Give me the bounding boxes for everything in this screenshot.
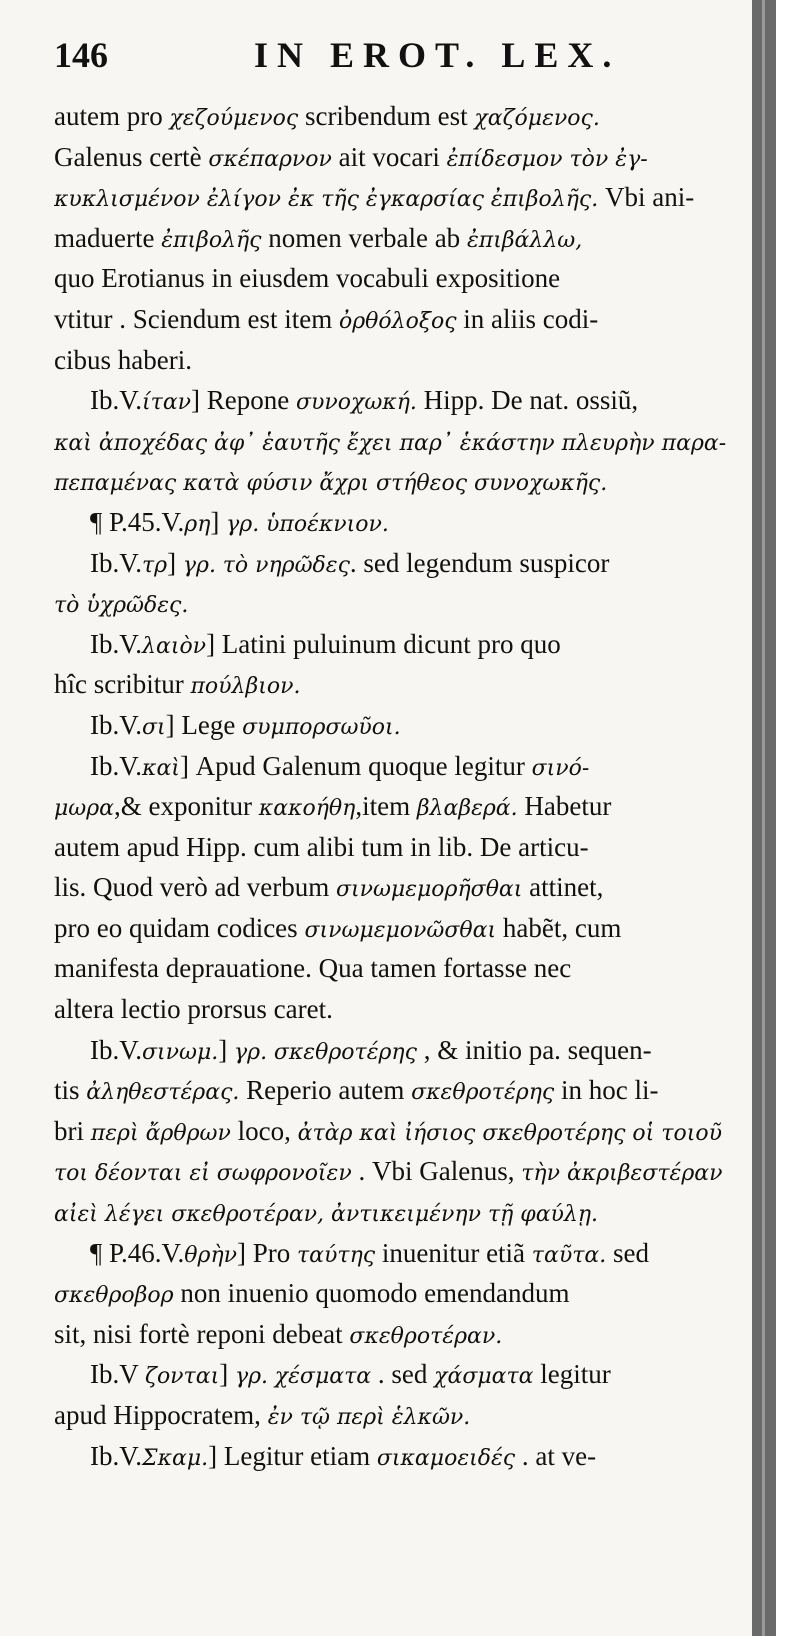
text-line <box>54 705 754 746</box>
greek-text: περὶ ἄρθρων <box>90 1120 231 1146</box>
text-line <box>54 746 754 787</box>
greek-text: γρ. <box>234 1039 268 1065</box>
latin-text: legitur <box>533 1359 611 1390</box>
latin-text: altera lectio prorsus caret. <box>54 994 333 1025</box>
text-line <box>54 258 754 299</box>
greek-text: πούλβιον. <box>190 674 301 700</box>
latin-text: manifesta deprauatione. Qua tamen fortasse nec <box>54 953 572 984</box>
text-line <box>54 989 754 1030</box>
latin-text: Ib.V. <box>90 628 143 659</box>
text-line <box>54 1233 754 1274</box>
text-line <box>54 1395 754 1436</box>
text-line <box>54 1354 754 1395</box>
text-line <box>54 137 754 178</box>
latin-text: cibus haberi. <box>54 344 192 375</box>
greek-text: συνοχωκή. <box>296 390 417 416</box>
latin-text: . Vbi Galenus, <box>351 1156 522 1187</box>
greek-text: ταύτης <box>297 1242 376 1268</box>
greek-text: ἐπίδεσμον τὸν ἐγ- <box>446 146 648 172</box>
text-line <box>54 340 754 381</box>
text-line <box>54 502 754 543</box>
latin-text <box>259 507 266 537</box>
text-line <box>54 177 754 218</box>
latin-text: ¶ P.46.V. <box>90 1237 185 1268</box>
text-line <box>54 1273 754 1314</box>
greek-text: τρ <box>142 552 168 578</box>
greek-text: σινωμεμονῶσθαι <box>304 917 497 943</box>
latin-text: ] <box>167 547 183 578</box>
text-line <box>54 1111 754 1152</box>
latin-text: in hoc li- <box>554 1075 659 1106</box>
text-line <box>54 421 754 462</box>
latin-text: ,item <box>355 791 417 822</box>
text-line <box>54 1070 754 1111</box>
greek-text: αἰεὶ λέγει σκεθροτέραν, ἀντικειμένην τῇ φαύλῃ. <box>54 1202 599 1228</box>
greek-text: ἀληθεστέρας. <box>86 1080 240 1106</box>
latin-text: scribendum est <box>298 101 475 131</box>
greek-text: ζονται <box>145 1364 220 1390</box>
text-line <box>54 1030 754 1071</box>
greek-text: σικαμοειδές <box>376 1445 516 1471</box>
greek-text: σκεθροβορ <box>54 1283 174 1309</box>
latin-text: ] Lege <box>165 709 243 740</box>
latin-text: habẽt, cum <box>496 912 622 943</box>
greek-text: ὀρθόλοξος <box>338 308 457 334</box>
text-line <box>54 827 754 868</box>
greek-text: συμπορσωῦοι. <box>242 714 401 740</box>
page-header <box>54 34 754 96</box>
latin-text: maduerte <box>54 222 162 253</box>
text-line <box>54 867 754 908</box>
latin-text: sit, nisi fortè reponi debeat <box>54 1318 350 1349</box>
greek-text: ίταν <box>142 390 192 416</box>
greek-text: καὶ ἀποχέδας ἀφ᾽ ἑαυτῆς ἔχει παρ᾽ ἑκάστην πλευρὴν παρα- <box>54 430 727 456</box>
text-line <box>54 218 754 259</box>
greek-text: χέσματα <box>274 1364 372 1390</box>
latin-text: attinet, <box>522 872 604 903</box>
latin-text: nomen verbale ab <box>261 222 467 253</box>
latin-text: Ib.V. <box>90 709 143 740</box>
page-number: 146 <box>54 35 108 75</box>
latin-text: ] <box>218 1034 235 1065</box>
latin-text: apud Hippocratem, <box>54 1400 268 1430</box>
greek-text: χάσματα <box>434 1364 534 1390</box>
text-line <box>54 1314 754 1355</box>
greek-text: λαιὸν <box>142 633 207 659</box>
greek-text: κυκλισμένον ἐλίγον ἐκ τῆς ἐγκαρσίας ἐπιβολῆς. <box>54 187 599 213</box>
page-edge-shadow <box>752 0 776 1636</box>
latin-text: ait vocari <box>331 141 447 172</box>
latin-text: loco, <box>230 1115 298 1146</box>
latin-text: Habetur <box>517 791 612 822</box>
greek-text: μωρα <box>54 796 115 822</box>
latin-text: ] Pro <box>237 1237 298 1268</box>
latin-text: ¶ P.45.V. <box>90 506 185 537</box>
latin-text: , & initio pa. sequen- <box>416 1034 652 1065</box>
greek-text: ἀτὰρ καὶ ἰήσιος σκεθροτέρης οἱ τοιοῦ <box>297 1120 722 1146</box>
greek-text: γρ. <box>234 1364 269 1390</box>
text-line <box>54 624 754 665</box>
text-line <box>54 299 754 340</box>
latin-text: hîc scribitur <box>54 669 191 700</box>
latin-text <box>268 1359 275 1389</box>
greek-text: τὸ νηρῶδες <box>222 552 350 578</box>
latin-text <box>267 1035 274 1065</box>
latin-text: Ib.V. <box>90 1034 143 1065</box>
greek-text: χαζόμενος. <box>474 106 600 131</box>
latin-text: bri <box>54 1115 91 1146</box>
text-line <box>54 1192 754 1233</box>
latin-text: ] Latini puluinum dicunt pro quo <box>206 628 561 659</box>
greek-text: τὴν ἀκριβεστέραν <box>521 1161 723 1187</box>
latin-text: pro eo quidam codices <box>54 912 305 943</box>
text-line <box>54 1436 754 1477</box>
body-text <box>54 96 754 1476</box>
running-head: IN EROT. LEX. <box>254 35 621 75</box>
latin-text: Reperio autem <box>239 1075 412 1106</box>
latin-text: ] <box>210 506 227 537</box>
greek-text: πεπαμένας κατὰ φύσιν ἄχρι στήθεος συνοχωκῆς. <box>54 471 608 497</box>
greek-text: ἐν τῷ περὶ ἑλκῶν. <box>267 1405 471 1430</box>
greek-text: τοι δέονται εἰ σωφρονοῖεν <box>54 1161 352 1187</box>
text-line <box>54 948 754 989</box>
greek-text: ρη <box>184 511 211 537</box>
latin-text: non inuenio quomodo emendandum <box>173 1278 570 1309</box>
latin-text: autem pro <box>54 101 170 131</box>
greek-text: σκεθροτέραν. <box>349 1323 503 1349</box>
greek-text: βλαβερά. <box>416 796 518 822</box>
greek-text: ἐπιβολῆς <box>161 227 262 253</box>
latin-text: Ib.V <box>90 1359 146 1390</box>
text-line <box>54 380 754 421</box>
greek-text: τὸ ὑχρῶδες. <box>54 593 189 619</box>
text-line <box>54 583 754 624</box>
latin-text: Ib.V. <box>90 547 143 578</box>
latin-text: inuenitur etiã <box>375 1237 532 1268</box>
greek-text: σινωμ. <box>142 1039 219 1065</box>
greek-text: κακοήθη <box>258 796 356 822</box>
latin-text: ] Legitur etiam <box>208 1440 377 1471</box>
greek-text: σκεθροτέρης <box>273 1039 417 1065</box>
latin-text: . sed <box>371 1359 435 1390</box>
latin-text: ,& exponitur <box>114 791 259 822</box>
text-line <box>54 1151 754 1192</box>
greek-text: σινωμεμορῆσθαι <box>335 877 523 903</box>
greek-text: σι <box>142 714 166 740</box>
latin-text: . at ve- <box>515 1440 597 1471</box>
text-line <box>54 908 754 949</box>
greek-text: θρὴν <box>184 1242 238 1268</box>
greek-text: σκεθροτέρης <box>411 1080 555 1106</box>
latin-text: quo Erotianus in eiusdem vocabuli expositione <box>54 263 561 294</box>
latin-text: ] <box>219 1359 235 1390</box>
greek-text: ταῦτα. <box>531 1242 607 1268</box>
text-line <box>54 664 754 705</box>
latin-text: vtitur . Sciendum est item <box>54 303 339 334</box>
text-line <box>54 543 754 584</box>
text-line <box>54 96 754 137</box>
greek-text: Σκαμ. <box>142 1445 209 1471</box>
greek-text: ὑποέκνιον. <box>265 511 389 537</box>
latin-text: lis. Quod verò ad verbum <box>54 872 336 903</box>
greek-text: σινό- <box>531 755 590 781</box>
latin-text: Galenus certè <box>54 141 209 172</box>
latin-text: in aliis codi- <box>456 303 599 334</box>
latin-text: autem apud Hipp. cum alibi tum in lib. De articu- <box>54 831 589 862</box>
latin-text: ] Apud Galenum quoque legitur <box>179 750 532 781</box>
greek-text: γρ. <box>226 511 260 537</box>
latin-text <box>216 548 223 578</box>
latin-text: sed <box>606 1237 649 1268</box>
text-line <box>54 786 754 827</box>
greek-text: χεζούμενος <box>169 106 299 131</box>
latin-text: Vbi ani- <box>598 182 695 213</box>
latin-text: Ib.V. <box>90 385 143 416</box>
latin-text: ] Repone <box>191 385 297 416</box>
latin-text: Ib.V. <box>90 1440 143 1471</box>
latin-text: Ib.V. <box>90 750 143 781</box>
greek-text: γρ. <box>182 552 216 578</box>
latin-text: . sed legendum suspicor <box>349 547 610 578</box>
text-line <box>54 461 754 502</box>
greek-text: σκέπαρνον <box>208 146 332 172</box>
greek-text: καὶ <box>142 755 180 781</box>
latin-text: tis <box>54 1075 87 1106</box>
latin-text: Hipp. De nat. ossiũ, <box>416 385 639 416</box>
greek-text: ἐπιβάλλω, <box>466 227 583 253</box>
